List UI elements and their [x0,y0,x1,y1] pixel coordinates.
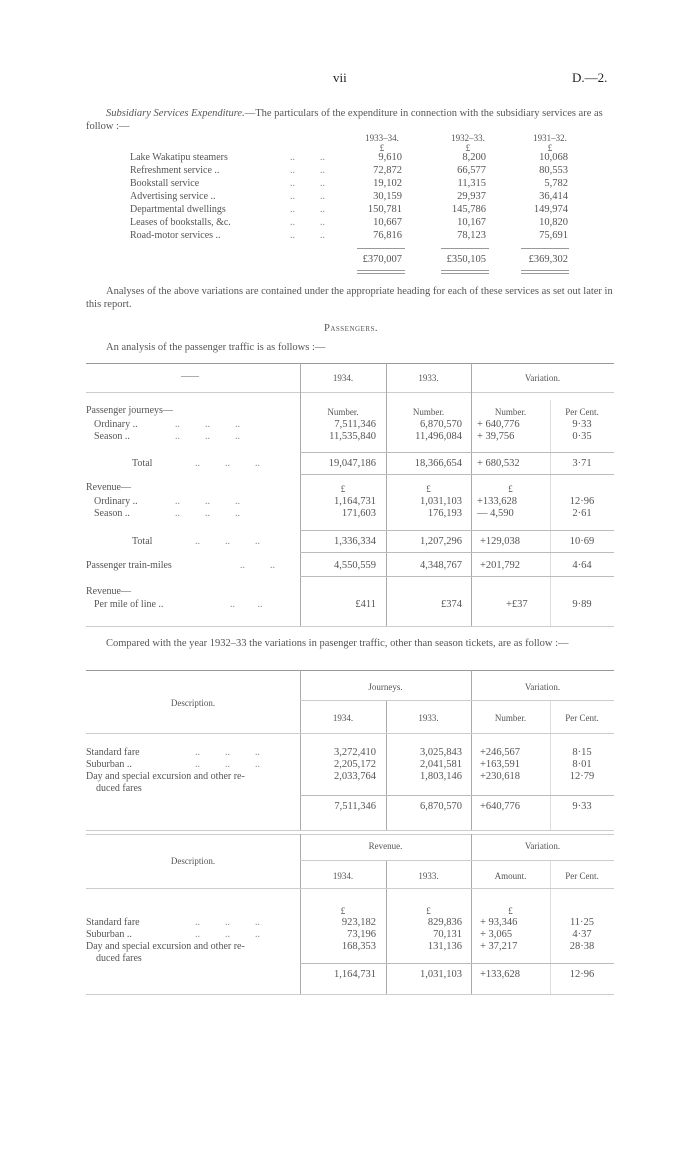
revenue_table-row-label: Day and special excursion and other re- [86,941,245,952]
jt-total-var: +640,776 [480,801,521,812]
revenue-row-label: Ordinary .. [94,496,138,507]
revenue-row-var: — 4,590 [477,508,514,519]
rt-group: Revenue. [368,841,403,851]
revenue_table-row-label: Suburban .. [86,929,132,940]
revenue_table-row-var: + 37,217 [480,941,518,952]
revenue-total-1933: 1,207,296 [420,536,462,547]
subsidiary-col-year-3: 1931–32. [533,133,567,143]
journeys-label: Passenger journeys— [86,405,173,416]
subsidiary-row-label: Road-motor services .. [130,230,221,241]
subsidiary-row-leader: .. .. [290,178,325,189]
journeys-row-var: + 640,776 [477,419,520,430]
subsidiary-total-2: £350,105 [446,254,486,265]
analysis-col-1934: 1934. [332,373,354,383]
jt-group: Journeys. [368,682,403,692]
journeys-row-label: Season .. [94,431,130,442]
revenue-row-1933: 176,193 [427,508,462,519]
journeys-total-var: + 680,532 [477,458,520,469]
journeys_table-row-label-cont: duced fares [96,783,142,794]
journeys_table-row-leader: .. .. .. [195,759,260,770]
subsidiary-col-year-2: 1932–33. [451,133,485,143]
subsidiary-row-label: Departmental dwellings [130,204,226,215]
subsidiary-col-unit-1: £ [379,143,385,153]
subsidiary-row-value-3: 36,414 [539,191,568,202]
subsidiary-row-value-3: 10,068 [539,152,568,163]
subsidiary-row-label: Refreshment service .. [130,165,220,176]
revenue-unit-variation: £ [508,484,513,494]
subsidiary-row-value-1: 19,102 [373,178,402,189]
trainmiles-label: Passenger train-miles [86,560,172,571]
revenue_table-row-1934: 168,353 [341,941,376,952]
journeys_table-row-1934: 2,205,172 [334,759,376,770]
revenue_table-row-1933: 131,136 [427,941,462,952]
journeys_table-row-var: +163,591 [480,759,521,770]
revenue_table-row-1934: 923,182 [341,917,376,928]
permile-var: +£37 [506,599,528,610]
subsidiary-row-label: Advertising service .. [130,191,216,202]
subsidiary-row-value-2: 66,577 [457,165,486,176]
subsidiary-col-unit-2: £ [465,143,471,153]
journeys-row-pct: 9·33 [572,419,592,430]
revenue-label: Revenue— [86,482,131,493]
jt-total-pct: 9·33 [572,801,592,812]
subsidiary-row-leader: .. .. [290,191,325,202]
journeys-row-leader: .. .. .. [175,419,240,430]
rt-col-percent: Per Cent. [565,871,599,881]
subsidiary-row-leader: .. .. [290,204,325,215]
permile-1934: £411 [355,599,376,610]
unit-percent: Per Cent. [565,407,599,417]
revenue-row-1933: 1,031,103 [420,496,462,507]
jt-total-1934: 7,511,346 [334,801,376,812]
trainmiles-pct: 4·64 [572,560,592,571]
subsidiary-row-value-1: 72,872 [373,165,402,176]
passengers-intro: An analysis of the passenger traffic is as follows :— [106,342,326,353]
journeys-row-1933: 6,870,570 [420,419,462,430]
revenue-unit-1934: £ [340,484,346,494]
journeys-row-label: Ordinary .. [94,419,138,430]
revenue-unit-1933: £ [426,484,431,494]
subsidiary-row-leader: .. .. [290,152,325,163]
subsidiary-row-value-2: 78,123 [457,230,486,241]
subsidiary-total-3: £369,302 [528,254,568,265]
journeys_table-row-pct: 12·79 [569,771,595,782]
revenue-row-pct: 12·96 [569,496,595,507]
journeys_table-row-1933: 1,803,146 [420,771,462,782]
revenue-row-leader: .. .. .. [175,508,240,519]
rt-unit-1934: £ [340,906,346,916]
rt-unit-1933: £ [426,906,431,916]
jt-col-1934: 1934. [332,713,354,723]
revenue-row-pct: 2·61 [572,508,592,519]
revenue-total-pct: 10·69 [569,536,595,547]
revenue_table-row-pct: 11·25 [569,917,595,928]
jt-col-1933: 1933. [418,713,439,723]
subsidiary-row-value-1: 150,781 [367,204,402,215]
subsidiary-row-label: Bookstall service [130,178,200,189]
revenue-total-label: Total [132,536,153,547]
document-reference: D.—2. [572,70,608,85]
subsidiary-intro-text: —The particulars of the expenditure in connection with the subsidiary services are as follow :— [86,108,603,132]
subsidiary-row-value-1: 76,816 [373,230,402,241]
journeys_table-row-label: Standard fare [86,747,140,758]
permile-1933: £374 [441,599,462,610]
journeys_table-row-1934: 2,033,764 [334,771,376,782]
journeys-total-pct: 3·71 [572,458,592,469]
subsidiary-heading: Subsidiary Services Expenditure. [106,108,245,119]
journeys_table-row-var: +230,618 [480,771,521,782]
permile-label: Per mile of line .. [94,599,164,610]
jt-col-percent: Per Cent. [565,713,599,723]
permile-pct: 9·89 [572,599,592,610]
journeys_table-row-label: Day and special excursion and other re- [86,771,245,782]
revenue_table-row-1934: 73,196 [347,929,376,940]
journeys_table-row-1934: 3,272,410 [334,747,376,758]
subsidiary-row-value-2: 11,315 [457,178,486,189]
rt-col-1933: 1933. [418,871,439,881]
revenue_table-row-var: + 3,065 [480,929,513,940]
subsidiary-row-leader: .. .. [290,165,325,176]
trainmiles-1933: 4,348,767 [420,560,462,571]
subsidiary-total-1: £370,007 [362,254,402,265]
subsidiary-row-value-2: 145,786 [451,204,486,215]
subsidiary-row-label: Lake Wakatipu steamers [130,152,228,163]
revenue_table-row-var: + 93,346 [480,917,518,928]
revenue-row-leader: .. .. .. [175,496,240,507]
analysis-col-variation: Variation. [524,373,561,383]
subsidiary-row-value-1: 30,159 [373,191,402,202]
rt-total-pct: 12·96 [569,969,595,980]
subsidiary-row-value-1: 10,667 [373,217,402,228]
subsidiary-row-value-3: 75,691 [539,230,568,241]
journeys-row-leader: .. .. .. [175,431,240,442]
page-number: vii [333,70,347,85]
analysis-col-1933: 1933. [418,373,439,383]
revenue-total-var: +129,038 [480,536,521,547]
rt-col-amount: Amount. [494,871,527,881]
journeys_table-row-pct: 8·15 [572,747,592,758]
rt-total-var: +133,628 [480,969,521,980]
permile-heading: Revenue— [86,586,131,597]
subsidiary-row-value-3: 80,553 [539,165,568,176]
journeys-row-1934: 11,535,840 [329,431,376,442]
journeys-row-pct: 0·35 [572,431,592,442]
analysis-dash: —— [181,371,199,381]
subsidiary-row-leader: .. .. [290,217,325,228]
subsidiary-col-unit-3: £ [547,143,553,153]
journeys-row-1933: 11,496,084 [415,431,462,442]
journeys-total-1933: 18,366,654 [414,458,462,469]
subsidiary-row-value-2: 10,167 [457,217,486,228]
unit-number-1934: Number. [327,407,359,417]
revenue-row-var: +133,628 [477,496,518,507]
rt-unit-amount: £ [508,906,513,916]
revenue_table-row-label-cont: duced fares [96,953,142,964]
journeys_table-row-1933: 2,041,581 [420,759,462,770]
journeys_table-row-1933: 3,025,843 [420,747,462,758]
revenue_table-row-1933: 829,836 [427,917,462,928]
journeys-row-1934: 7,511,346 [334,419,376,430]
revenue_table-row-leader: .. .. .. [195,917,260,928]
jt-total-1933: 6,870,570 [420,801,462,812]
trainmiles-var: +201,792 [480,560,521,571]
subsidiary-row-value-2: 29,937 [457,191,486,202]
journeys-total-1934: 19,047,186 [328,458,376,469]
subsidiary-row-leader: .. .. [290,230,325,241]
subsidiary-row-value-1: 9,610 [378,152,402,163]
passengers-heading: Passengers. [323,323,379,334]
subsidiary-intro [86,107,616,133]
rt-description: Description. [170,856,216,866]
revenue_table-row-1933: 70,131 [433,929,462,940]
compare-intro: Compared with the year 1932–33 the variations in pasenger traffic, other than season tickets, are as follow :— [106,638,569,649]
revenue-row-1934: 171,603 [341,508,376,519]
unit-number-1933: Number. [412,407,445,417]
rt-total-1933: 1,031,103 [420,969,462,980]
unit-number-variation: Number. [494,407,527,417]
journeys-total-label: Total [132,458,153,469]
rt-variation: Variation. [524,841,561,851]
rt-col-1934: 1934. [332,871,354,881]
journeys_table-row-var: +246,567 [480,747,521,758]
revenue_table-row-leader: .. .. .. [195,929,260,940]
journeys_table-row-label: Suburban .. [86,759,132,770]
jt-col-number: Number. [494,713,527,723]
revenue-row-label: Season .. [94,508,130,519]
journeys_table-row-pct: 8·01 [572,759,592,770]
jt-variation: Variation. [524,682,561,692]
revenue_table-row-label: Standard fare [86,917,140,928]
journeys-row-var: + 39,756 [477,431,515,442]
revenue_table-row-pct: 4·37 [572,929,592,940]
revenue-row-1934: 1,164,731 [334,496,376,507]
journeys_table-row-leader: .. .. .. [195,747,260,758]
analyses-note: Analyses of the above variations are contained under the appropriate heading for each of these services as set out later in this report. [86,286,613,310]
subsidiary-row-value-2: 8,200 [462,152,486,163]
rt-total-1934: 1,164,731 [334,969,376,980]
subsidiary-row-value-3: 149,974 [533,204,568,215]
revenue_table-row-pct: 28·38 [569,941,595,952]
subsidiary-col-year-1: 1933–34. [365,133,399,143]
trainmiles-1934: 4,550,559 [334,560,376,571]
revenue-total-1934: 1,336,334 [334,536,376,547]
subsidiary-row-value-3: 5,782 [544,178,568,189]
subsidiary-row-value-3: 10,820 [539,217,568,228]
jt-description: Description. [170,698,216,708]
subsidiary-row-label: Leases of bookstalls, &c. [130,217,231,228]
